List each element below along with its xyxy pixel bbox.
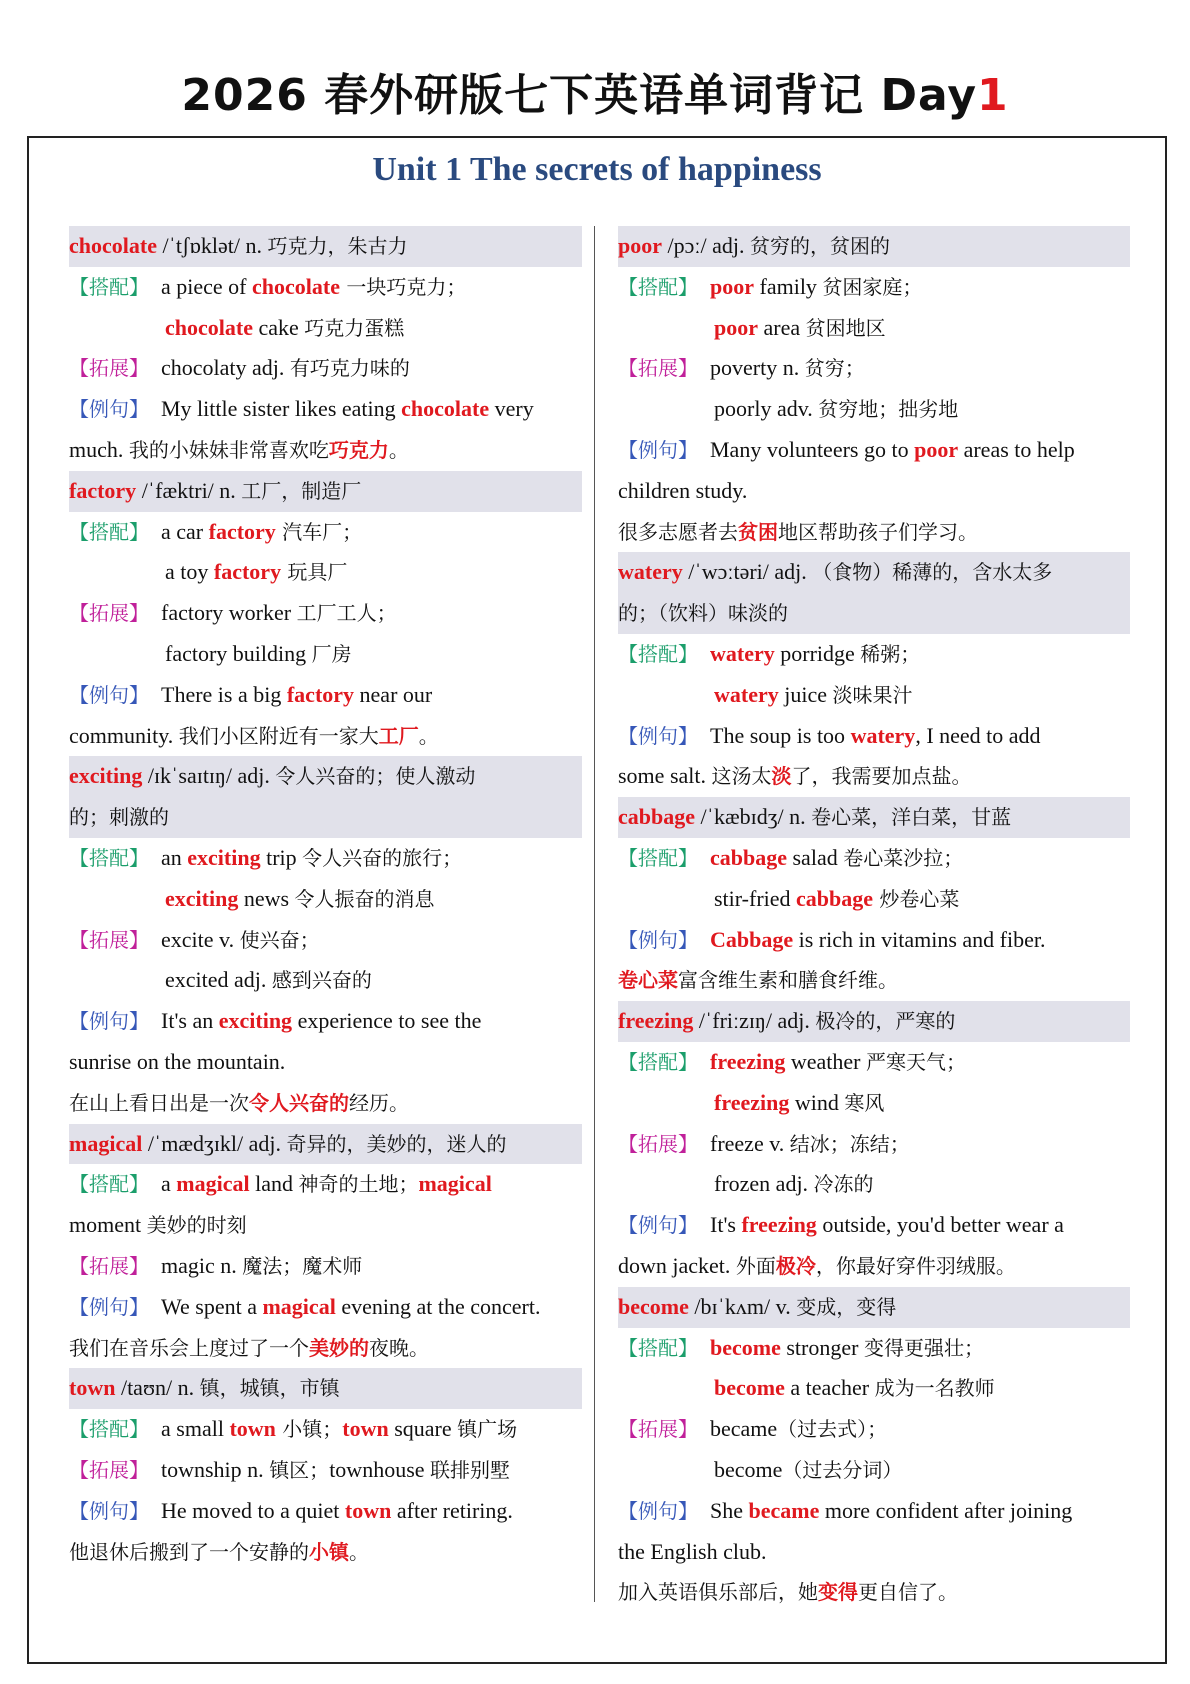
headword: exciting xyxy=(69,763,143,789)
text-segment: factory building xyxy=(165,640,312,666)
tag-liju: 【例句】 xyxy=(618,927,698,952)
text-segment: land xyxy=(249,1171,299,1197)
entry-line xyxy=(69,716,582,757)
entry-headword-line xyxy=(69,1368,582,1409)
text-segment: 这汤太 xyxy=(711,764,772,789)
tag-dapei: 【搭配】 xyxy=(618,1049,698,1074)
entry-line xyxy=(618,1409,1130,1450)
text-segment: 变成，变得 xyxy=(796,1294,897,1319)
tag-tuozhan: 【拓展】 xyxy=(618,1417,698,1442)
tag-dapei: 【搭配】 xyxy=(69,274,149,299)
text-segment: 奇异的，美妙的，迷人的 xyxy=(286,1131,507,1156)
entry-line xyxy=(69,1409,582,1450)
text-segment: 使兴奋； xyxy=(239,927,320,952)
highlighted-word: town xyxy=(344,1497,392,1523)
text-segment: 玩具厂 xyxy=(281,560,348,585)
entry-line xyxy=(69,512,582,553)
entry-line xyxy=(69,1246,582,1287)
text-segment: much. xyxy=(69,436,129,462)
text-segment: is rich in vitamins and fiber. xyxy=(793,926,1046,952)
column-divider xyxy=(594,226,595,1602)
content-frame xyxy=(27,136,1167,1664)
highlighted-word: factory xyxy=(286,681,355,707)
tag-liju: 【例句】 xyxy=(618,723,698,748)
entry-line xyxy=(69,879,582,920)
left-column xyxy=(69,226,582,1572)
text-segment: a teacher xyxy=(784,1375,875,1401)
entry-headword-line xyxy=(69,226,582,267)
text-segment: 卷心菜沙拉； xyxy=(843,845,964,870)
title-day-number: 1 xyxy=(977,70,1009,121)
text-segment: factory worker xyxy=(161,600,297,626)
text-segment: She xyxy=(710,1497,749,1523)
text-segment: It's an xyxy=(161,1008,219,1034)
tag-dapei: 【搭配】 xyxy=(69,845,149,870)
highlighted-word: magical xyxy=(418,1171,492,1197)
highlighted-word: freezing xyxy=(714,1089,790,1115)
tag-liju: 【例句】 xyxy=(69,397,149,422)
text-segment: 巧克力蛋糕 xyxy=(304,315,405,340)
text-segment: near our xyxy=(354,681,433,707)
text-segment: 工厂，制造厂 xyxy=(241,478,362,503)
entry-headword-line xyxy=(618,226,1130,267)
entry-line xyxy=(618,960,1130,1001)
text-segment: a toy xyxy=(165,559,214,585)
entry-line xyxy=(69,1083,582,1124)
highlighted-word: 令人兴奋的 xyxy=(249,1090,349,1115)
highlighted-word: watery xyxy=(710,640,775,666)
headword: become xyxy=(618,1293,689,1319)
entry-line xyxy=(618,1042,1130,1083)
text-segment: 令人兴奋的旅行； xyxy=(302,845,463,870)
text-segment: 结冰；冻结； xyxy=(789,1131,910,1156)
text-segment: 厂房 xyxy=(311,641,352,666)
entry-line xyxy=(618,634,1130,675)
entry-line xyxy=(69,1205,582,1246)
text-segment: 卷心菜，洋白菜，甘蓝 xyxy=(811,805,1012,830)
text-segment: The soup is too xyxy=(710,722,851,748)
text-segment: , I need to add xyxy=(915,722,1041,748)
text-segment: He moved to a quiet xyxy=(161,1497,345,1523)
text-segment: 更自信了。 xyxy=(858,1580,958,1605)
entry-line xyxy=(69,308,582,349)
highlighted-word: became xyxy=(748,1497,820,1523)
tag-tuozhan: 【拓展】 xyxy=(69,601,149,626)
text-segment: 小镇； xyxy=(275,1417,343,1442)
text-segment: a small xyxy=(161,1416,230,1442)
text-segment: 冷冻的 xyxy=(813,1172,874,1197)
text-segment: /pɔː/ adj. xyxy=(662,233,750,258)
headword: poor xyxy=(618,233,662,258)
entry-line xyxy=(69,1287,582,1328)
text-segment: 寒风 xyxy=(844,1090,885,1115)
text-segment: 严寒天气； xyxy=(865,1049,966,1074)
text-segment: outside, you'd better wear a xyxy=(816,1212,1064,1238)
text-segment: 联排别墅 xyxy=(430,1457,511,1482)
text-segment: 变得更强壮； xyxy=(863,1335,984,1360)
text-segment: evening at the concert. xyxy=(335,1293,541,1319)
text-segment: /ˈfriːzɪŋ/ adj. xyxy=(693,1008,816,1034)
text-segment: very xyxy=(489,396,534,422)
highlighted-word: exciting xyxy=(218,1008,293,1034)
text-segment: become xyxy=(714,1456,783,1482)
highlighted-word: 卷心菜 xyxy=(618,968,678,993)
entry-line xyxy=(69,348,582,389)
entry-line xyxy=(618,471,1130,512)
text-segment: experience to see the xyxy=(292,1008,482,1034)
tag-dapei: 【搭配】 xyxy=(618,1335,698,1360)
text-segment: My little sister likes eating xyxy=(161,396,402,422)
highlighted-word: exciting xyxy=(165,885,239,911)
highlighted-word: magical xyxy=(262,1293,336,1319)
tag-dapei: 【搭配】 xyxy=(69,1172,149,1197)
text-segment: 极冷的，严寒的 xyxy=(815,1009,956,1034)
text-segment: There is a big xyxy=(161,681,287,707)
text-segment: frozen adj. xyxy=(714,1171,814,1197)
text-segment: 夜晚。 xyxy=(369,1335,429,1360)
text-segment: townhouse xyxy=(329,1456,431,1482)
text-segment: the English club. xyxy=(618,1538,767,1564)
highlighted-word: 工厂 xyxy=(378,723,419,748)
entry-line xyxy=(618,920,1130,961)
text-segment: freeze v. xyxy=(710,1130,790,1156)
text-segment: 。 xyxy=(418,723,439,748)
entry-line xyxy=(618,1124,1130,1165)
text-segment: 令人振奋的消息 xyxy=(294,886,435,911)
tag-dapei: 【搭配】 xyxy=(618,845,698,870)
highlighted-word: 贫困 xyxy=(738,519,778,544)
text-segment: 魔法；魔术师 xyxy=(242,1253,363,1278)
document-title xyxy=(0,68,1190,124)
highlighted-word: become xyxy=(714,1375,785,1401)
text-segment: news xyxy=(238,885,295,911)
text-segment: /taʊn/ n. xyxy=(115,1375,200,1401)
text-segment: chocolaty adj. xyxy=(161,355,290,381)
text-segment: （过去分词） xyxy=(782,1457,903,1482)
entry-line xyxy=(69,1042,582,1083)
entry-line xyxy=(69,1491,582,1532)
text-segment: 贫困地区 xyxy=(805,315,886,340)
text-segment: 有巧克力味的 xyxy=(289,356,410,381)
text-segment: poverty n. xyxy=(710,355,805,381)
entry-headword-line xyxy=(618,593,1130,634)
right-column xyxy=(618,226,1130,1613)
text-segment: juice xyxy=(778,681,833,707)
text-segment: children study. xyxy=(618,477,748,503)
tag-liju: 【例句】 xyxy=(618,437,698,462)
entry-headword-line xyxy=(69,797,582,838)
highlighted-word: watery xyxy=(714,681,779,707)
headword: chocolate xyxy=(69,233,157,258)
tag-tuozhan: 【拓展】 xyxy=(69,1457,149,1482)
text-segment: 感到兴奋的 xyxy=(271,968,372,993)
highlighted-word: town xyxy=(342,1416,389,1442)
highlighted-word: poor xyxy=(710,273,754,299)
tag-liju: 【例句】 xyxy=(618,1213,698,1238)
text-segment: 。 xyxy=(388,437,409,462)
text-segment: 工厂工人； xyxy=(296,601,397,626)
text-segment: a xyxy=(161,1171,177,1197)
text-segment: area xyxy=(758,314,806,340)
text-segment: 很多志愿者去 xyxy=(618,519,738,544)
headword: watery xyxy=(618,559,683,585)
highlighted-word: chocolate xyxy=(401,396,490,422)
highlighted-word: become xyxy=(710,1334,781,1360)
highlighted-word: cabbage xyxy=(710,844,787,870)
text-segment: magic n. xyxy=(161,1252,243,1278)
entry-line xyxy=(618,1246,1130,1287)
text-segment: 在山上看日出是一次 xyxy=(69,1090,249,1115)
entry-headword-line xyxy=(69,1124,582,1165)
text-segment: 成为一名教师 xyxy=(874,1376,995,1401)
unit-title: Unit 1 The secrets of happiness xyxy=(372,151,822,188)
text-segment: 外面 xyxy=(735,1253,776,1278)
text-segment: an xyxy=(161,844,188,870)
text-segment: 镇，城镇，市镇 xyxy=(199,1376,340,1401)
entry-line xyxy=(618,267,1130,308)
highlighted-word: factory xyxy=(208,518,276,544)
text-segment: weather xyxy=(785,1048,866,1074)
text-segment: 。 xyxy=(349,1539,369,1564)
highlighted-word: 极冷 xyxy=(775,1253,816,1278)
text-segment: family xyxy=(754,273,823,299)
entry-line xyxy=(69,1450,582,1491)
entry-line xyxy=(618,348,1130,389)
text-segment: 的；刺激的 xyxy=(69,805,169,830)
text-segment: a car xyxy=(161,518,209,544)
text-segment: 镇广场 xyxy=(457,1417,518,1442)
title-prefix: 2026 春外研版七下英语单词背记 Day xyxy=(181,70,977,121)
entry-line xyxy=(69,634,582,675)
headword: freezing xyxy=(618,1008,694,1034)
text-segment: more confident after joining xyxy=(819,1497,1073,1523)
entry-headword-line xyxy=(618,1001,1130,1042)
text-segment: 我们小区附近有一家大 xyxy=(178,723,379,748)
text-segment: 一块巧克力； xyxy=(339,274,467,299)
highlighted-word: 变得 xyxy=(818,1580,858,1605)
text-segment: 贫穷； xyxy=(804,356,865,381)
entry-headword-line xyxy=(618,797,1130,838)
highlighted-word: Cabbage xyxy=(710,926,794,952)
text-segment: 我们在音乐会上度过了一个 xyxy=(69,1335,309,1360)
text-segment: stir-fried xyxy=(714,885,797,911)
text-segment: some salt. xyxy=(618,763,712,789)
text-segment: trip xyxy=(260,844,303,870)
highlighted-word: exciting xyxy=(187,844,261,870)
text-segment: 加入英语俱乐部后，她 xyxy=(618,1580,818,1605)
text-segment: down jacket. xyxy=(618,1252,736,1278)
tag-liju: 【例句】 xyxy=(69,1009,149,1034)
highlighted-word: freezing xyxy=(741,1212,817,1238)
tag-liju: 【例句】 xyxy=(69,1498,149,1523)
text-segment: Many volunteers go to xyxy=(710,436,915,462)
text-segment: 了，我需要加点盐。 xyxy=(791,764,972,789)
entry-line xyxy=(69,1001,582,1042)
entry-line xyxy=(69,389,582,430)
text-segment: sunrise on the mountain. xyxy=(69,1048,286,1074)
highlighted-word: factory xyxy=(213,559,282,585)
text-segment: became xyxy=(710,1416,778,1442)
entry-line xyxy=(69,430,582,471)
tag-dapei: 【搭配】 xyxy=(618,274,698,299)
text-segment: 贫穷地；拙劣地 xyxy=(818,397,959,422)
highlighted-word: watery xyxy=(850,722,916,748)
entry-line xyxy=(69,1164,582,1205)
text-segment: 我的小妹妹非常喜欢吃 xyxy=(128,437,329,462)
entry-line xyxy=(69,267,582,308)
tag-dapei: 【搭配】 xyxy=(69,1417,149,1442)
text-segment: stronger xyxy=(780,1334,864,1360)
text-segment: 炒卷心菜 xyxy=(873,886,960,911)
text-segment: excited adj. xyxy=(165,967,272,993)
highlighted-word: town xyxy=(229,1416,276,1442)
text-segment: salad xyxy=(787,844,844,870)
tag-liju: 【例句】 xyxy=(69,682,149,707)
tag-dapei: 【搭配】 xyxy=(69,519,149,544)
headword: magical xyxy=(69,1130,143,1156)
highlighted-word: magical xyxy=(176,1171,250,1197)
text-segment: （过去式）； xyxy=(777,1417,888,1442)
text-segment: 淡味果汁 xyxy=(832,682,913,707)
entry-line xyxy=(618,716,1130,757)
entry-line xyxy=(69,593,582,634)
entry-line xyxy=(69,552,582,593)
text-segment: /ˈmædʒɪkl/ adj. xyxy=(142,1130,287,1156)
text-segment: 镇区； xyxy=(269,1457,330,1482)
entry-line xyxy=(618,879,1130,920)
entry-headword-line xyxy=(618,552,1130,593)
highlighted-word: freezing xyxy=(710,1048,786,1074)
highlighted-word: poor xyxy=(714,314,758,340)
text-segment: /ˈtʃɒklət/ n. xyxy=(156,233,268,258)
tag-tuozhan: 【拓展】 xyxy=(618,1131,698,1156)
entry-line xyxy=(69,960,582,1001)
entry-line xyxy=(69,675,582,716)
entry-line xyxy=(618,512,1130,553)
text-segment: porridge xyxy=(774,640,861,666)
text-segment: /ˈwɔːtəri/ adj. xyxy=(682,559,813,585)
text-segment: ，你最好穿件羽绒服。 xyxy=(815,1253,1016,1278)
text-segment: 经历。 xyxy=(349,1090,409,1115)
entry-line xyxy=(69,838,582,879)
text-segment: after retiring. xyxy=(391,1497,513,1523)
tag-tuozhan: 【拓展】 xyxy=(69,927,149,952)
text-segment: cake xyxy=(252,314,305,340)
text-segment: 巧克力，朱古力 xyxy=(267,234,408,258)
text-segment: excite v. xyxy=(161,926,240,952)
text-segment: 美妙的时刻 xyxy=(146,1213,247,1238)
highlighted-word: chocolate xyxy=(252,273,340,299)
tag-tuozhan: 【拓展】 xyxy=(69,356,149,381)
text-segment: 的；（饮料）味淡的 xyxy=(618,601,788,626)
text-segment: 贫穷的，贫困的 xyxy=(749,234,890,258)
text-segment: 稀粥； xyxy=(860,641,921,666)
tag-tuozhan: 【拓展】 xyxy=(618,356,698,381)
text-segment: township n. xyxy=(161,1456,270,1482)
text-segment: poorly adv. xyxy=(714,396,819,422)
highlighted-word: 小镇 xyxy=(309,1539,349,1564)
entry-line xyxy=(618,389,1130,430)
entry-line xyxy=(618,1491,1130,1532)
tag-liju: 【例句】 xyxy=(618,1498,698,1523)
tag-liju: 【例句】 xyxy=(69,1294,149,1319)
text-segment: 汽车厂； xyxy=(275,519,363,544)
entry-headword-line xyxy=(69,471,582,512)
entry-line xyxy=(618,308,1130,349)
text-segment: 他退休后搬到了一个安静的 xyxy=(69,1539,309,1564)
text-segment: /ˈkæbɪdʒ/ n. xyxy=(695,804,812,830)
text-segment: 神奇的土地； xyxy=(298,1172,419,1197)
text-segment: community. xyxy=(69,722,179,748)
tag-tuozhan: 【拓展】 xyxy=(69,1253,149,1278)
entry-line xyxy=(618,1572,1130,1613)
text-segment: 贫困家庭； xyxy=(822,274,923,299)
highlighted-word: 美妙的 xyxy=(309,1335,369,1360)
text-segment: wind xyxy=(789,1089,845,1115)
text-segment: We spent a xyxy=(161,1293,263,1319)
text-segment: square xyxy=(388,1416,458,1442)
entry-line xyxy=(618,1205,1130,1246)
text-segment: 令人兴奋的；使人激动 xyxy=(275,764,476,789)
highlighted-word: 淡 xyxy=(771,764,792,789)
highlighted-word: poor xyxy=(914,436,959,462)
headword: cabbage xyxy=(618,804,695,830)
highlighted-word: 巧克力 xyxy=(328,437,389,462)
entry-line xyxy=(618,756,1130,797)
entry-line xyxy=(618,838,1130,879)
text-segment: areas to help xyxy=(958,436,1075,462)
entry-line xyxy=(69,1532,582,1573)
text-segment: （食物）稀薄的，含水太多 xyxy=(812,560,1053,585)
text-segment: moment xyxy=(69,1212,147,1238)
text-segment: /ˈfæktri/ n. xyxy=(136,477,242,503)
text-segment: /bɪˈkʌm/ v. xyxy=(688,1293,797,1319)
entry-line xyxy=(618,1450,1130,1491)
text-segment: It's xyxy=(710,1212,742,1238)
entry-line xyxy=(618,1083,1130,1124)
text-segment: /ɪkˈsaɪtɪŋ/ adj. xyxy=(142,763,276,789)
entry-line xyxy=(618,1164,1130,1205)
entry-line xyxy=(618,1368,1130,1409)
tag-dapei: 【搭配】 xyxy=(618,641,698,666)
entry-line xyxy=(618,1532,1130,1573)
entry-line xyxy=(618,1328,1130,1369)
entry-line xyxy=(618,675,1130,716)
text-segment: 富含维生素和膳食纤维。 xyxy=(678,968,898,993)
entry-headword-line xyxy=(69,756,582,797)
highlighted-word: cabbage xyxy=(796,885,874,911)
entry-line xyxy=(69,1328,582,1369)
text-segment: 地区帮助孩子们学习。 xyxy=(778,519,978,544)
headword: factory xyxy=(69,477,137,503)
text-segment: a piece of xyxy=(161,273,252,299)
headword: town xyxy=(69,1375,116,1401)
entry-line xyxy=(69,920,582,961)
entry-line xyxy=(618,430,1130,471)
entry-headword-line xyxy=(618,1287,1130,1328)
highlighted-word: chocolate xyxy=(165,314,253,340)
